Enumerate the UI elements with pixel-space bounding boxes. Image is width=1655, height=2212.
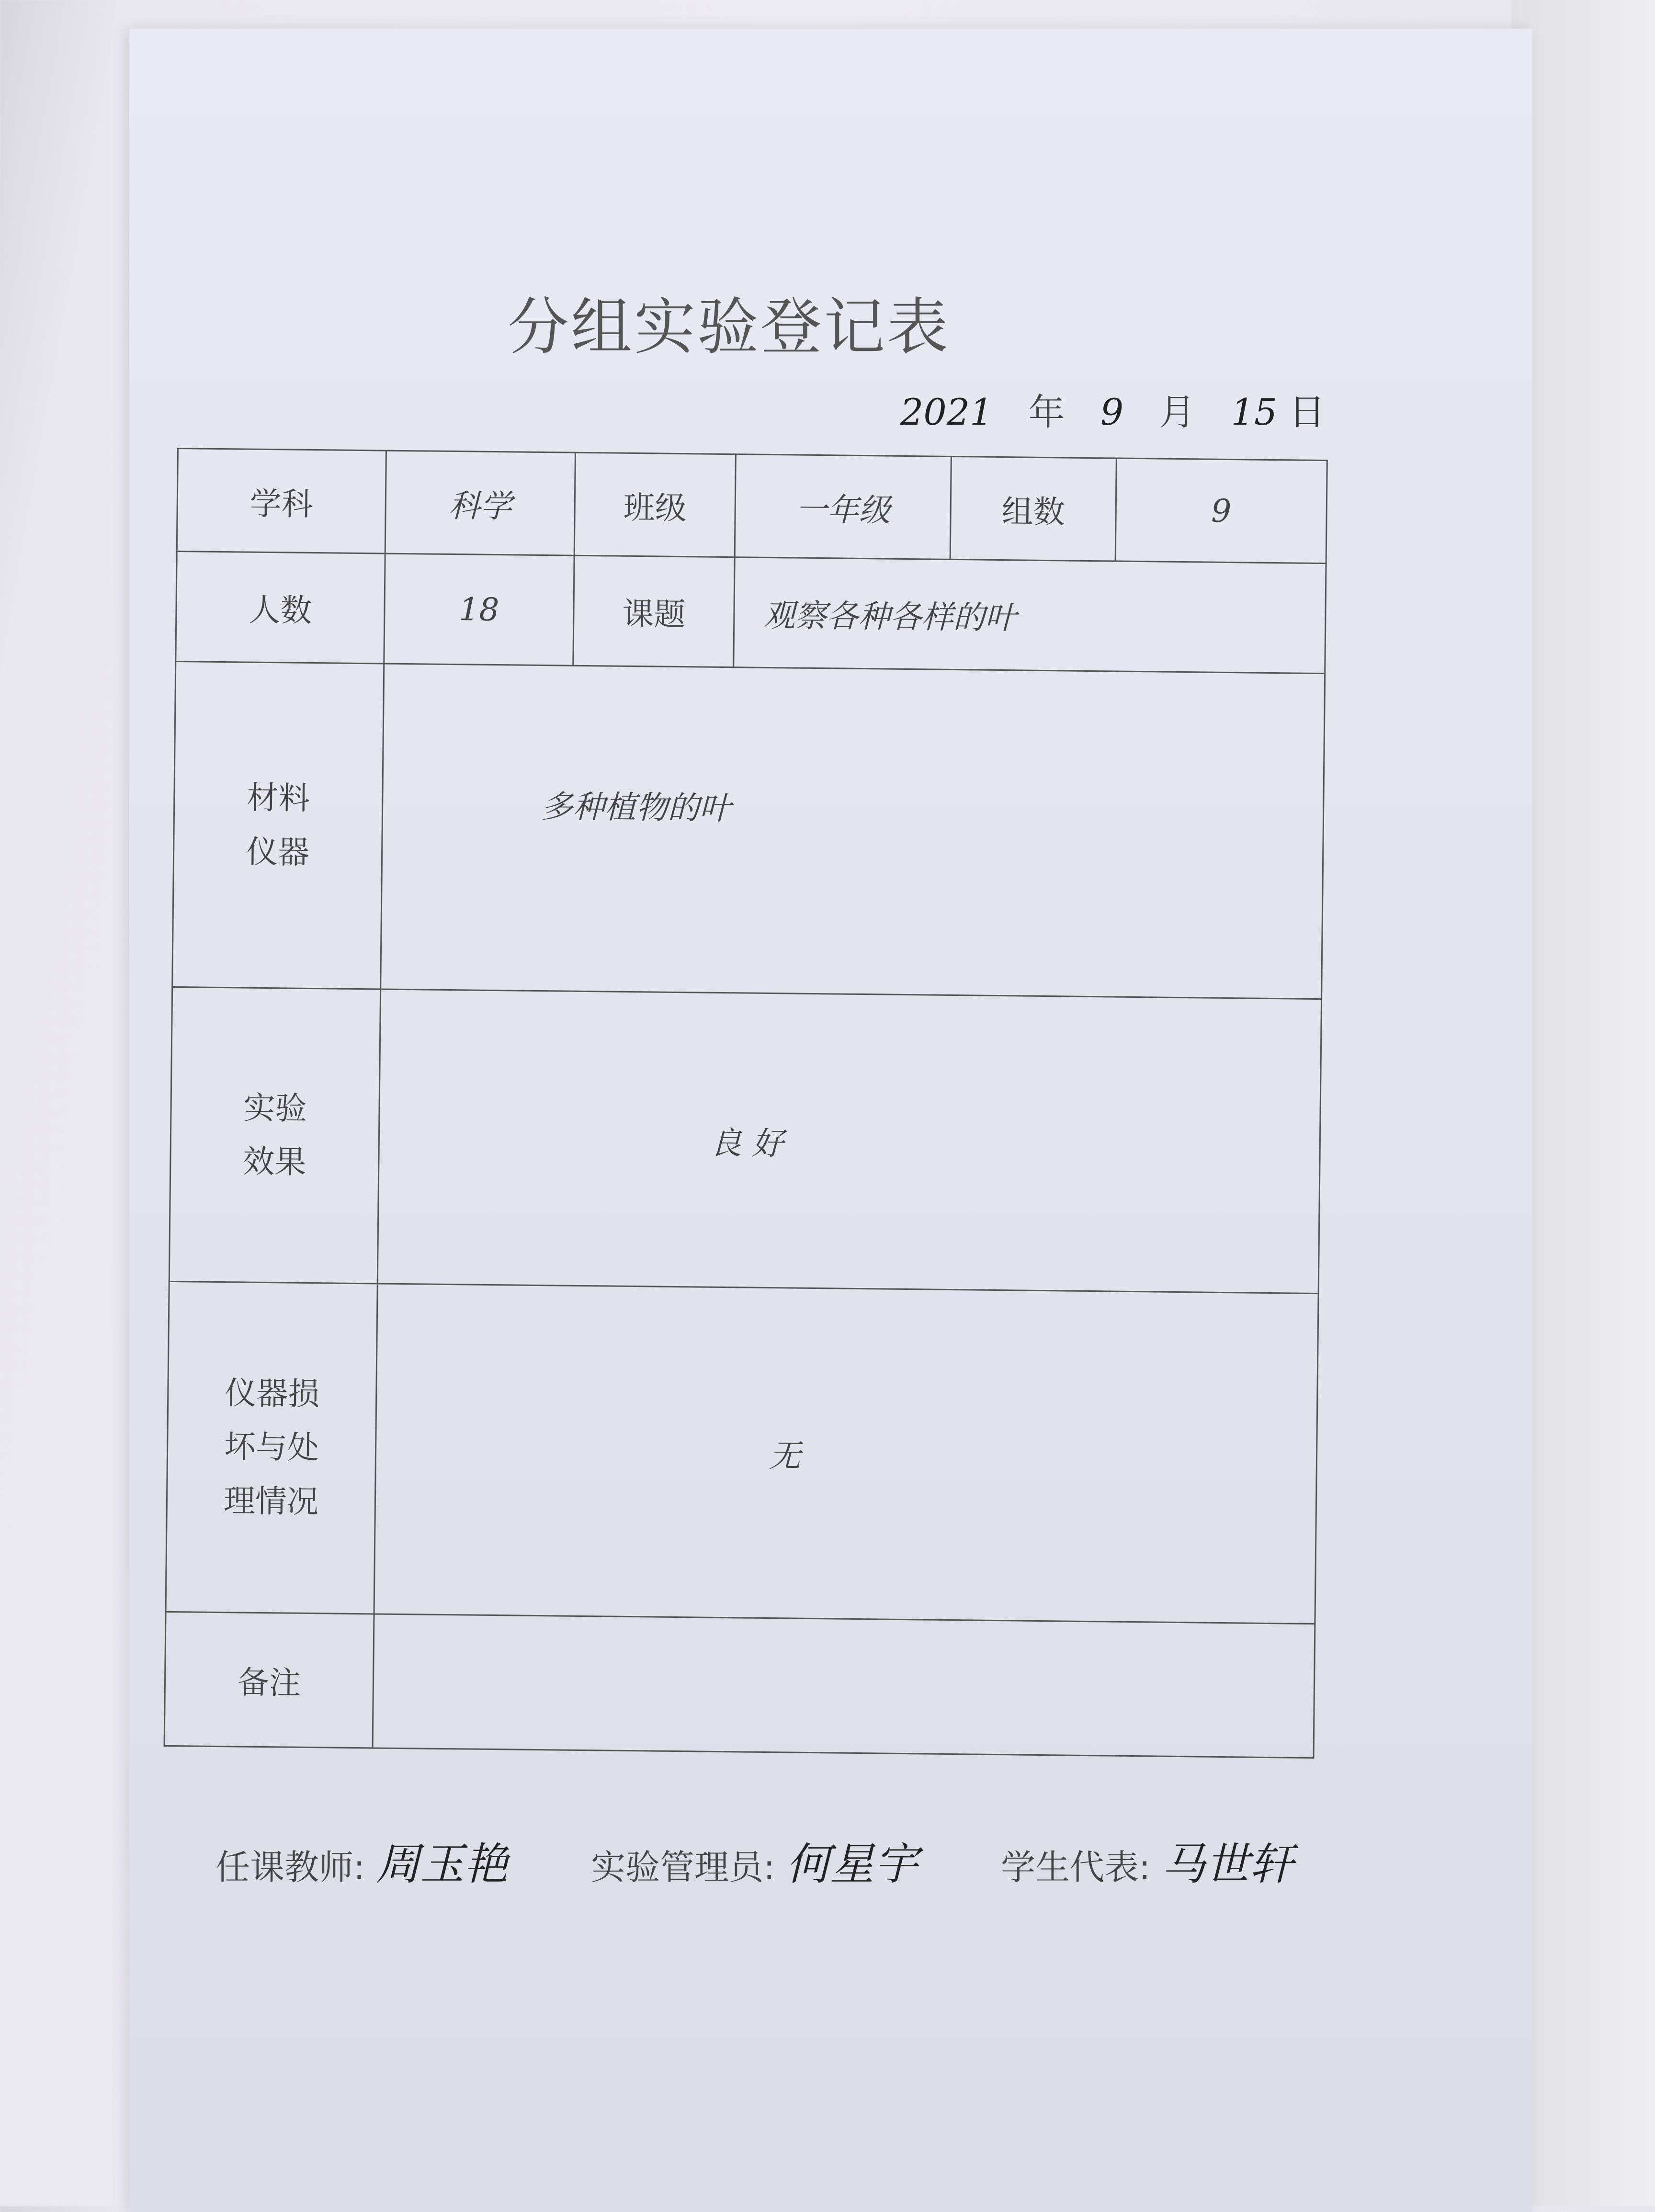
effect-label [169, 987, 380, 1284]
materials-value: 多种植物的叶 [381, 664, 1325, 999]
topic-value: 观察各种各样的叶 [734, 557, 1326, 674]
effect-label-line: 效果 [242, 1143, 306, 1181]
signature-line [215, 1829, 1413, 1892]
effect-label-line: 实验 [243, 1089, 307, 1127]
damage-value: 无 [374, 1284, 1318, 1624]
date-month-label: 月 [1159, 391, 1196, 433]
teacher-signature [215, 1839, 519, 1890]
student-signature-text: 马世轩 [1161, 1839, 1294, 1890]
topic-label: 课题 [573, 555, 735, 667]
table-row [177, 449, 1327, 564]
subject-label: 学科 [177, 449, 386, 554]
date-year: 2021 [900, 391, 993, 433]
admin-signature-text: 何星宇 [786, 1839, 918, 1890]
student-label: 学生代表: [1001, 1847, 1151, 1887]
admin-label: 实验管理员: [591, 1847, 775, 1887]
damage-label-line: 坏与处 [224, 1428, 319, 1467]
group-label: 组数 [950, 456, 1116, 561]
date-day: 15 [1231, 391, 1278, 433]
remarks-label: 备注 [164, 1612, 374, 1748]
form-title: 分组实验登记表 [508, 292, 951, 363]
damage-label-line: 仪器损 [224, 1375, 320, 1413]
admin-signature [591, 1839, 929, 1890]
subject-value: 科学 [385, 451, 575, 555]
remarks-value [373, 1614, 1315, 1758]
teacher-label: 任课教师: [215, 1847, 365, 1887]
materials-label-line: 材料 [246, 779, 310, 817]
table-row [176, 552, 1326, 674]
date-month: 9 [1100, 391, 1124, 433]
materials-label-line: 仪器 [246, 833, 310, 871]
table-row [166, 1281, 1318, 1624]
table-row [164, 1612, 1315, 1758]
student-signature [1001, 1839, 1294, 1890]
date-year-label: 年 [1028, 391, 1065, 433]
group-value: 9 [1115, 458, 1327, 564]
class-label: 班级 [574, 452, 736, 557]
form-date [900, 383, 1325, 435]
date-day-label: 日 [1289, 391, 1326, 433]
registration-table [164, 448, 1328, 1759]
effect-value: 良 好 [377, 989, 1321, 1294]
materials-label [172, 661, 384, 989]
teacher-signature-text: 周玉艳 [376, 1839, 509, 1890]
table-row [172, 661, 1325, 999]
damage-label [166, 1281, 377, 1614]
damage-label-line: 理情况 [223, 1482, 319, 1520]
people-label: 人数 [176, 552, 385, 664]
class-value: 一年级 [735, 454, 951, 560]
background-surface [1511, 0, 1655, 2206]
table-row [169, 987, 1321, 1293]
people-value: 18 [384, 553, 574, 666]
